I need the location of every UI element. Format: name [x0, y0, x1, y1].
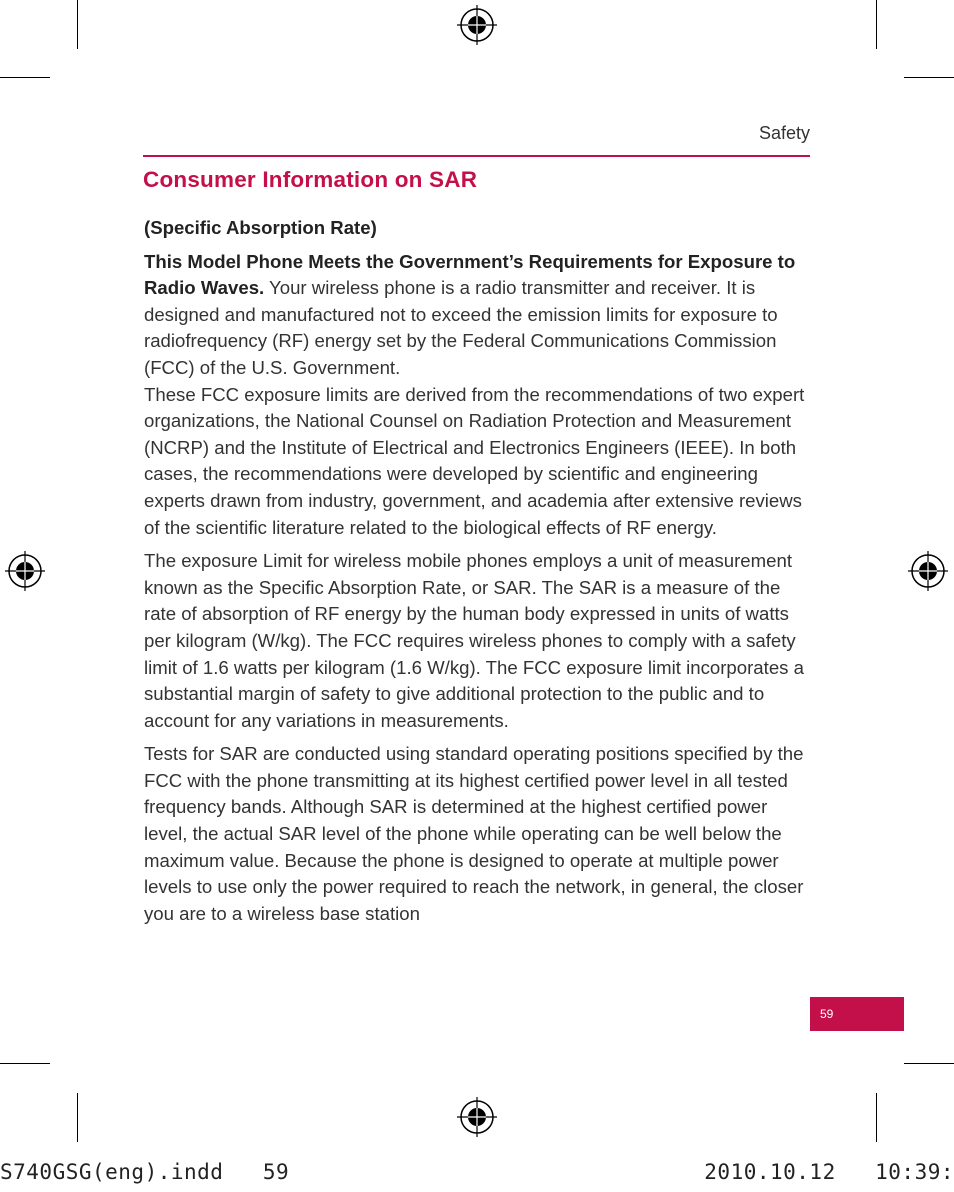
paragraph-sar-definition: The exposure Limit for wireless mobile phones employs a unit of measurement known as the Specific Absorption Rate, or SAR. The SAR is a measure of the rate of absorption of RF energy by the human body expressed in units of watts per kilogram (W/kg). The FCC requires wireless phones to comply with a safety limit of 1.6 watts per kilogram (1.6 W/kg). The FCC exposure limit incorporates a substantial margin of safety to give additional protection to the public and to account for any variations in measurements. [144, 550, 804, 731]
registration-mark-icon [457, 1097, 497, 1137]
section-label: Safety [758, 123, 810, 143]
crop-mark [876, 0, 877, 49]
paragraph-fcc-limits: These FCC exposure limits are derived from the recommendations of two expert organizations, the National Counsel on Radiation Protection and Measurement (NCRP) and the Institute of Electrical and Electronics Engineers (IEEE). In both cases, the recommendations were developed by scientific and engineering experts drawn from industry, government, and academia after extensive reviews of the scientific literature related to the biological effects of RF energy. [144, 383, 805, 538]
registration-mark-icon [908, 551, 948, 591]
paragraph-intro-text: Your wireless phone is a radio transmitter and receiver. It is designed and manufactured not to exceed the emission limits for exposure to radiofrequency (RF) energy set by the Federal Communications Commission (FCC) of the U.S. Government. [144, 277, 778, 378]
page-number-tab [810, 997, 904, 1031]
crop-mark [0, 1063, 50, 1064]
page-title: Consumer Information on SAR [143, 167, 478, 192]
crop-mark [876, 1093, 877, 1142]
crop-mark [77, 0, 78, 49]
subtitle [144, 215, 814, 242]
paragraph-intro [144, 249, 814, 382]
crop-mark [77, 1093, 78, 1142]
registration-mark-icon [5, 551, 45, 591]
slug-filename: S740GSG(eng).indd 59 [0, 1160, 290, 1184]
slug-timestamp: 2010.10.12 10:39: [704, 1160, 954, 1184]
crop-mark [904, 77, 954, 78]
registration-mark-icon [457, 5, 497, 45]
crop-mark [0, 77, 50, 78]
paragraph-intro-bold: This Model Phone Meets the Government’s Requirements for Exposure to Radio Waves. [144, 250, 796, 299]
page-number: 59 [820, 1007, 834, 1021]
body-text [144, 215, 814, 934]
paragraph-sar-tests: Tests for SAR are conducted using standard operating positions specified by the FCC with the phone transmitting at its highest certified power level in all tested frequency bands. Although SAR is determined at the highest certified power level, the actual SAR level of the phone while operating can be well below the maximum value. Because the phone is designed to operate at multiple power levels to use only the power required to reach the network, in general, the closer you are to a wireless base station [144, 743, 804, 924]
crop-mark [904, 1063, 954, 1064]
header-rule [143, 155, 810, 157]
subtitle-text: (Specific Absorption Rate) [144, 217, 377, 238]
